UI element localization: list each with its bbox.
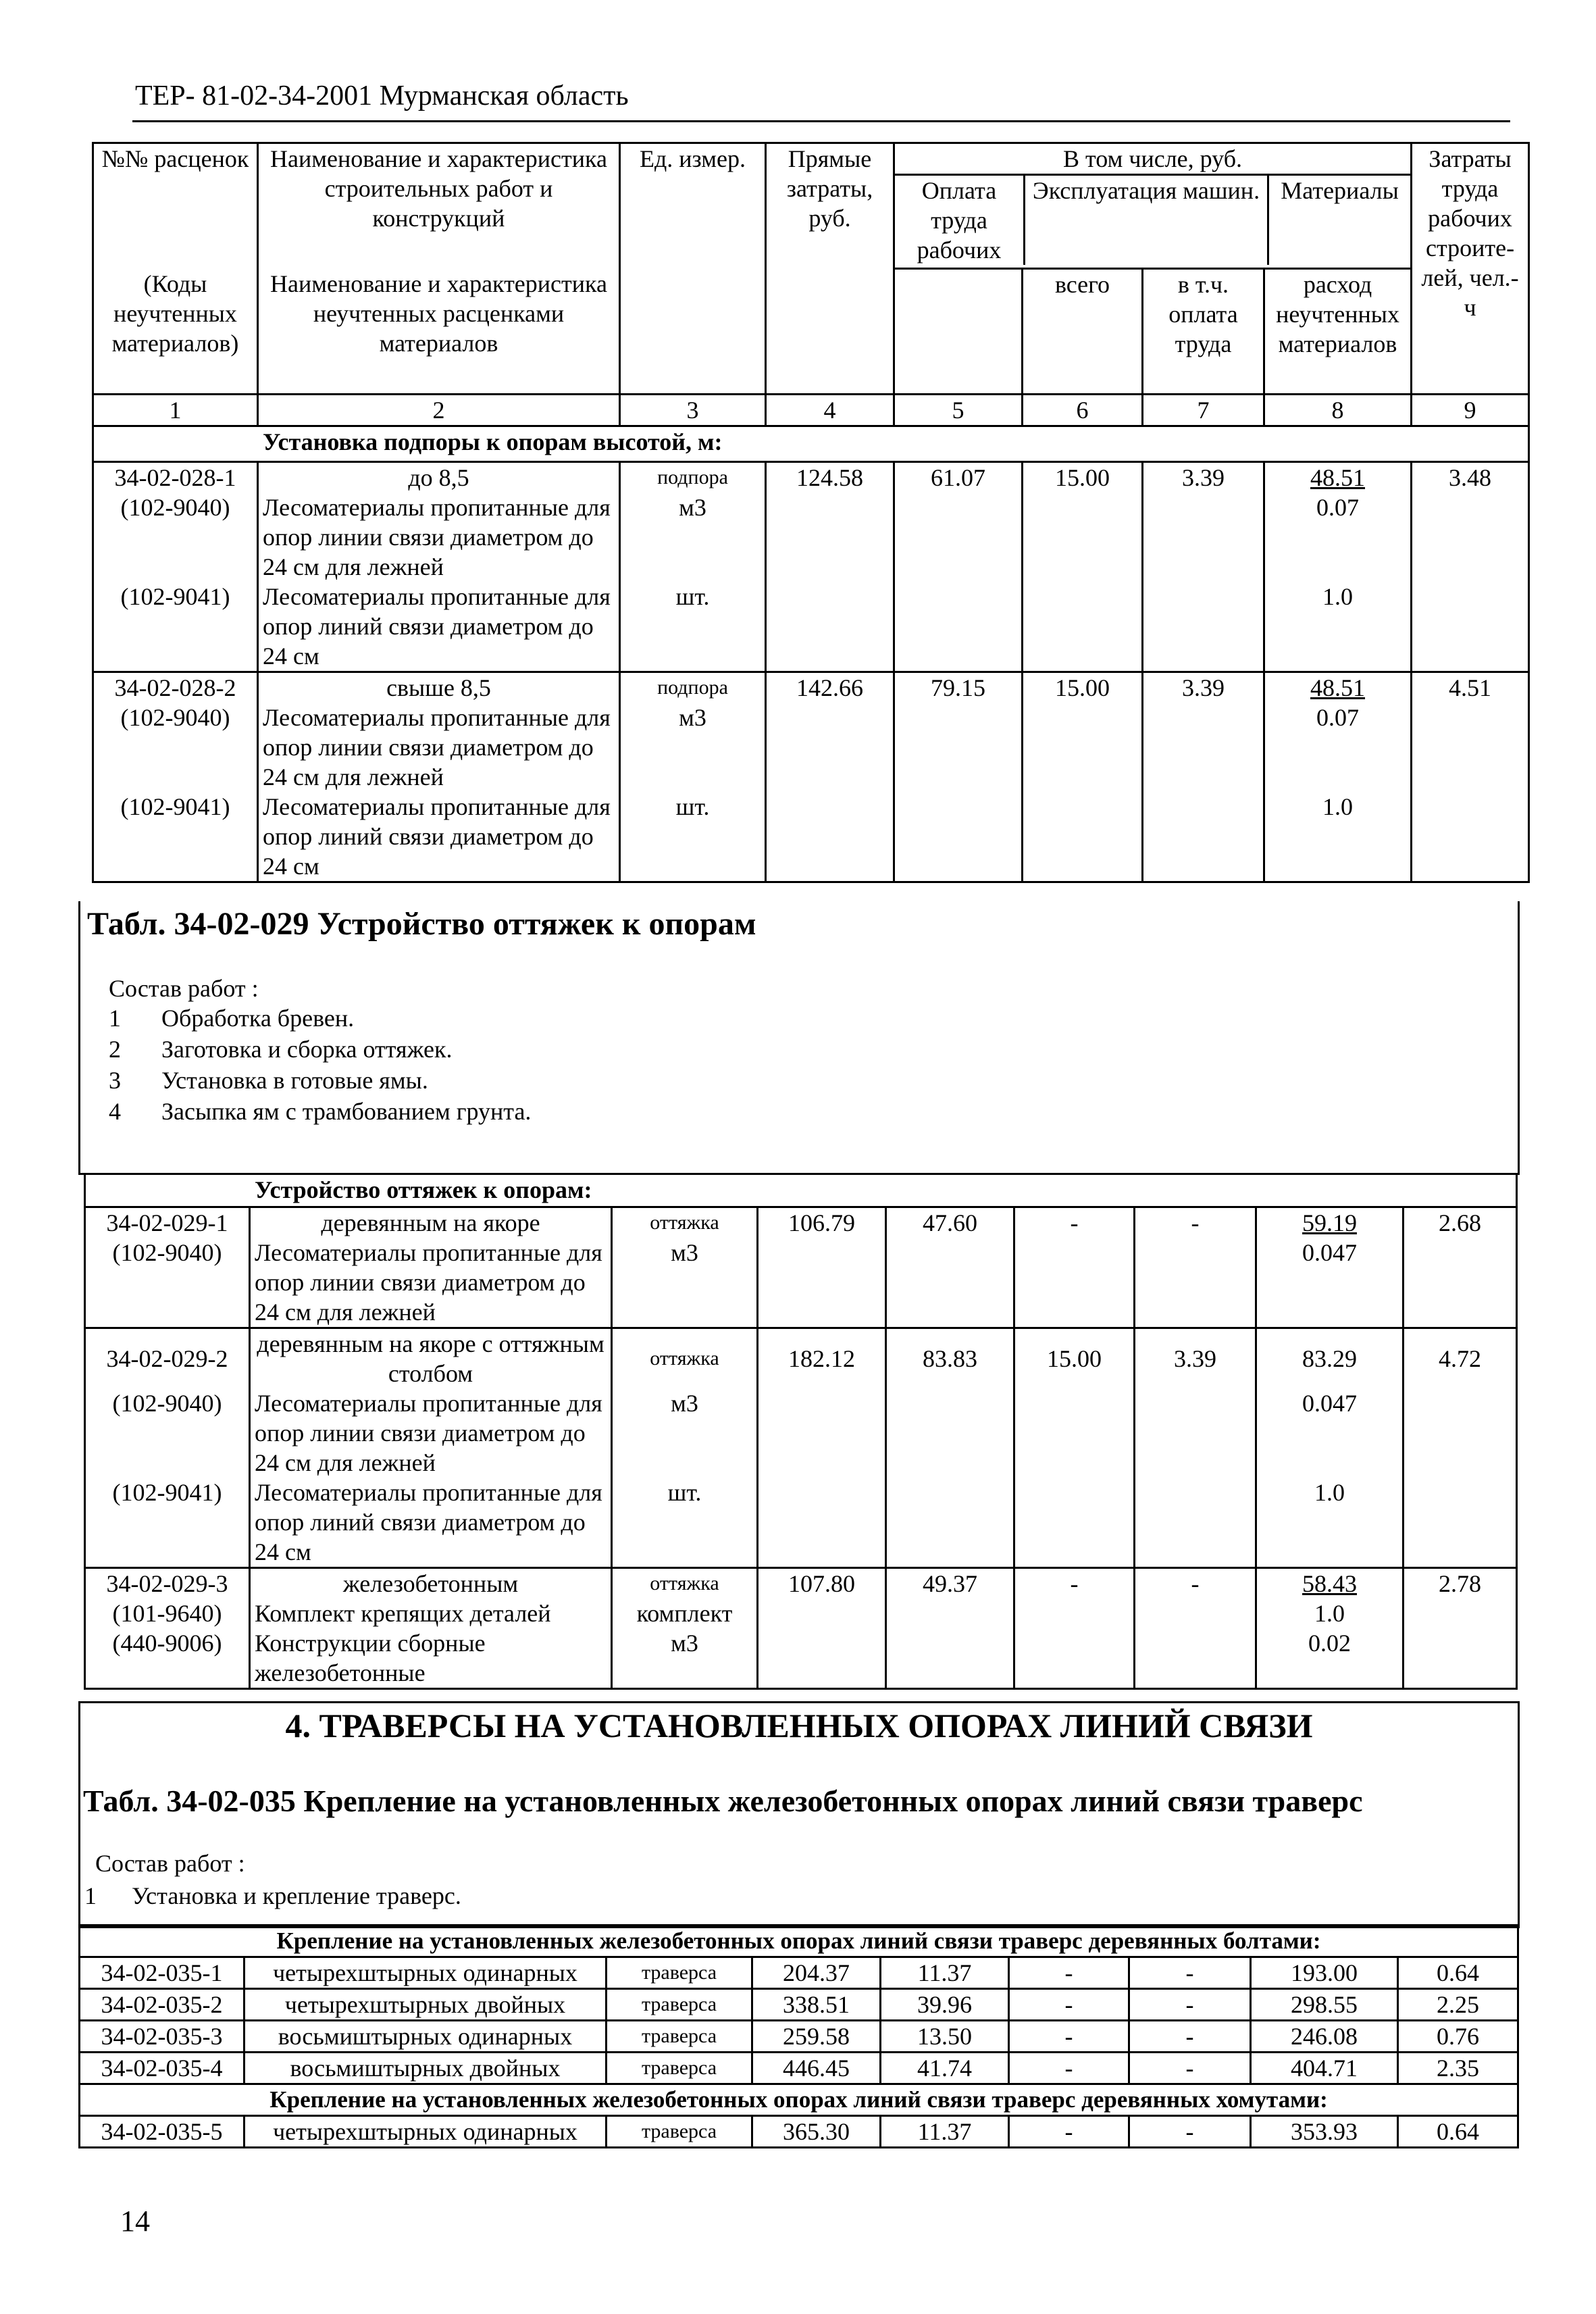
col-num: 1 bbox=[93, 395, 258, 426]
table-row bbox=[85, 1599, 1517, 1628]
row-direct: 124.58 bbox=[766, 462, 894, 493]
row-mach-labor: - bbox=[1129, 2021, 1251, 2053]
col-mach-labor: в т.ч. оплата труда bbox=[1143, 269, 1264, 395]
table-row bbox=[85, 1207, 1517, 1238]
row-labor: 13.50 bbox=[881, 2021, 1009, 2053]
row-unit: траверса bbox=[607, 2116, 752, 2148]
row-mat: 1.0 bbox=[1256, 1599, 1404, 1628]
row-code: 34-02-035-4 bbox=[80, 2053, 244, 2084]
row-mat: 193.00 bbox=[1251, 1957, 1398, 1989]
row-name: до 8,5 bbox=[258, 462, 620, 493]
row-mach-labor: - bbox=[1129, 2053, 1251, 2084]
row-mat: 58.43 bbox=[1256, 1568, 1404, 1599]
table-row bbox=[85, 1388, 1517, 1478]
table-row bbox=[93, 792, 1529, 882]
row-hours: 2.35 bbox=[1398, 2053, 1518, 2084]
tabl-029-block bbox=[78, 901, 1520, 1175]
row-mach-labor: - bbox=[1129, 1957, 1251, 1989]
row-mat: 1.0 bbox=[1264, 792, 1412, 882]
row-mach: - bbox=[1009, 1989, 1129, 2021]
row-mach-labor: 3.39 bbox=[1135, 1328, 1256, 1389]
row-code: 34-02-035-2 bbox=[80, 1989, 244, 2021]
row-mat: 0.047 bbox=[1256, 1238, 1404, 1328]
row-name: Лесоматериалы пропитанные для опор линии связи диаметром до 24 см для лежней bbox=[258, 703, 620, 792]
row-mat: 404.71 bbox=[1251, 2053, 1398, 2084]
col-labor-sub bbox=[894, 269, 1023, 395]
row-mat: 48.51 bbox=[1264, 672, 1412, 703]
row-unit: подпора bbox=[620, 672, 766, 703]
row-labor: 49.37 bbox=[886, 1568, 1014, 1599]
row-labor: 61.07 bbox=[894, 462, 1023, 493]
row-labor: 11.37 bbox=[881, 1957, 1009, 1989]
col-code-header-b: (Коды неучтенных материалов) bbox=[93, 269, 258, 395]
tabl-035-title: Табл. 34-02-035 Крепление на установленных железобетонных опорах линий связи траверс bbox=[83, 1784, 1363, 1818]
row-unit: шт. bbox=[620, 792, 766, 882]
row-hours: 2.68 bbox=[1404, 1207, 1517, 1238]
col-num: 9 bbox=[1412, 395, 1529, 426]
row-direct: 365.30 bbox=[752, 2116, 881, 2148]
row-code: 34-02-028-1 bbox=[93, 462, 258, 493]
works-title: Состав работ : bbox=[95, 1850, 245, 1877]
table-row bbox=[85, 1568, 1517, 1599]
table-row bbox=[80, 2053, 1518, 2084]
row-hours: 4.51 bbox=[1412, 672, 1529, 703]
row-mach-labor: - bbox=[1135, 1207, 1256, 1238]
row-code: (101-9640) bbox=[85, 1599, 250, 1628]
row-name: четырехштырных одинарных bbox=[244, 1957, 607, 1989]
section4-block bbox=[78, 1701, 1520, 1928]
row-direct: 107.80 bbox=[758, 1568, 886, 1599]
row-mat: 0.07 bbox=[1264, 493, 1412, 582]
row-code: 34-02-029-1 bbox=[85, 1207, 250, 1238]
row-name: восьмиштырных двойных bbox=[244, 2053, 607, 2084]
work-item: 1 Обработка бревен. bbox=[109, 1005, 355, 1032]
row-unit: оттяжка bbox=[612, 1207, 758, 1238]
col-name-header: Наименование и характеристика строительных работ и конструкций bbox=[258, 143, 620, 269]
row-name: Лесоматериалы пропитанные для опор линии связи диаметром до 24 см для лежней bbox=[250, 1388, 612, 1478]
tabl-035-group1: Крепление на установленных железобетонных опорах линий связи траверс деревянных болтами: bbox=[80, 1926, 1518, 1957]
row-mach-labor: - bbox=[1135, 1568, 1256, 1599]
col-code-header: №№ расценок bbox=[93, 143, 258, 269]
row-mach: - bbox=[1009, 2116, 1129, 2148]
row-unit: м3 bbox=[620, 703, 766, 792]
row-unit: оттяжка bbox=[612, 1568, 758, 1599]
row-code: 34-02-035-5 bbox=[80, 2116, 244, 2148]
row-direct: 106.79 bbox=[758, 1207, 886, 1238]
table-row bbox=[80, 1989, 1518, 2021]
row-unit: оттяжка bbox=[612, 1328, 758, 1389]
row-name: свыше 8,5 bbox=[258, 672, 620, 703]
page-number: 14 bbox=[120, 2205, 150, 2238]
row-mat: 48.51 bbox=[1264, 462, 1412, 493]
row-code: (102-9041) bbox=[93, 792, 258, 882]
row-mat: 0.02 bbox=[1256, 1628, 1404, 1689]
row-unit: траверса bbox=[607, 2021, 752, 2053]
row-name: Комплект крепящих деталей bbox=[250, 1599, 612, 1628]
row-code: 34-02-035-1 bbox=[80, 1957, 244, 1989]
row-hours: 2.25 bbox=[1398, 1989, 1518, 2021]
row-name: железобетонным bbox=[250, 1568, 612, 1599]
table-row bbox=[93, 462, 1529, 493]
col-incl-group bbox=[894, 143, 1412, 269]
tabl-029-group: Устройство оттяжек к опорам: bbox=[85, 1174, 1517, 1207]
row-direct: 182.12 bbox=[758, 1328, 886, 1389]
row-name: деревянным на якоре с оттяжным столбом bbox=[250, 1328, 612, 1389]
table-row bbox=[93, 493, 1529, 582]
row-unit: траверса bbox=[607, 1989, 752, 2021]
row-unit: траверса bbox=[607, 2053, 752, 2084]
row-labor: 79.15 bbox=[894, 672, 1023, 703]
row-hours: 4.72 bbox=[1404, 1328, 1517, 1389]
row-labor: 83.83 bbox=[886, 1328, 1014, 1389]
tabl-029-title: Табл. 34-02-029 Устройство оттяжек к опорам bbox=[87, 906, 756, 942]
row-mach-labor: 3.39 bbox=[1143, 462, 1264, 493]
row-name: четырехштырных одинарных bbox=[244, 2116, 607, 2148]
col-labor-header: Оплата труда рабочих bbox=[895, 176, 1025, 265]
table-row bbox=[85, 1328, 1517, 1389]
row-code: (102-9041) bbox=[85, 1478, 250, 1568]
row-hours: 2.78 bbox=[1404, 1568, 1517, 1599]
tabl-035-table bbox=[78, 1924, 1519, 2148]
row-unit: м3 bbox=[612, 1388, 758, 1478]
row-unit: подпора bbox=[620, 462, 766, 493]
row-mach: 15.00 bbox=[1014, 1328, 1135, 1389]
row-mat: 246.08 bbox=[1251, 2021, 1398, 2053]
row-mach-labor: - bbox=[1129, 1989, 1251, 2021]
col-mach-header: Эксплуатация машин. bbox=[1025, 176, 1269, 265]
col-incl-header: В том числе, руб. bbox=[895, 144, 1410, 176]
works-list bbox=[109, 1003, 531, 1127]
row-hours: 0.64 bbox=[1398, 1957, 1518, 1989]
row-code: (102-9041) bbox=[93, 582, 258, 672]
work-item: 2 Заготовка и сборка оттяжек. bbox=[109, 1036, 453, 1063]
row-unit: комплект bbox=[612, 1599, 758, 1628]
row-code: 34-02-028-2 bbox=[93, 672, 258, 703]
header-rule bbox=[132, 120, 1510, 122]
row-name: деревянным на якоре bbox=[250, 1207, 612, 1238]
row-direct: 204.37 bbox=[752, 1957, 881, 1989]
col-hours-header: Затраты труда рабочих строите-лей, чел.-ч bbox=[1412, 143, 1529, 395]
row-mat: 353.93 bbox=[1251, 2116, 1398, 2148]
column-numbers-row bbox=[93, 395, 1529, 426]
row-mat: 1.0 bbox=[1256, 1478, 1404, 1568]
row-mat: 83.29 bbox=[1256, 1328, 1404, 1389]
row-direct: 259.58 bbox=[752, 2021, 881, 2053]
row-unit: м3 bbox=[612, 1628, 758, 1689]
row-mach: - bbox=[1009, 1957, 1129, 1989]
row-direct: 142.66 bbox=[766, 672, 894, 703]
work-item: 4 Засыпка ям с трамбованием грунта. bbox=[109, 1098, 532, 1125]
row-mach: - bbox=[1009, 2021, 1129, 2053]
table-row bbox=[80, 1957, 1518, 1989]
col-name-header-b: Наименование и характеристика неучтенных расценками материалов bbox=[258, 269, 620, 395]
row-name: Лесоматериалы пропитанные для опор линий связи диаметром до 24 см bbox=[250, 1478, 612, 1568]
row-hours: 0.64 bbox=[1398, 2116, 1518, 2148]
row-unit: траверса bbox=[607, 1957, 752, 1989]
row-unit: шт. bbox=[620, 582, 766, 672]
tabl-035-group2: Крепление на установленных железобетонных опорах линий связи траверс деревянных хомутами: bbox=[80, 2084, 1518, 2116]
row-mach: 15.00 bbox=[1023, 462, 1143, 493]
row-mach: - bbox=[1009, 2053, 1129, 2084]
row-mach: - bbox=[1014, 1207, 1135, 1238]
row-code: (102-9040) bbox=[85, 1238, 250, 1328]
col-unit-header: Ед. измер. bbox=[620, 143, 766, 395]
row-code: 34-02-029-2 bbox=[85, 1328, 250, 1389]
table-row bbox=[85, 1238, 1517, 1328]
row-unit: м3 bbox=[612, 1238, 758, 1328]
col-mach-total: всего bbox=[1023, 269, 1143, 395]
page-header: ТЕР- 81-02-34-2001 Мурманская область bbox=[135, 80, 629, 111]
header-table bbox=[92, 142, 1530, 883]
col-num: 8 bbox=[1264, 395, 1412, 426]
row-mat: 0.047 bbox=[1256, 1388, 1404, 1478]
row-unit: м3 bbox=[620, 493, 766, 582]
row-mach: - bbox=[1014, 1568, 1135, 1599]
row-code: (102-9040) bbox=[93, 703, 258, 792]
row-direct: 338.51 bbox=[752, 1989, 881, 2021]
row-direct: 446.45 bbox=[752, 2053, 881, 2084]
section1-title: Установка подпоры к опорам высотой, м: bbox=[93, 426, 1529, 462]
row-unit: шт. bbox=[612, 1478, 758, 1568]
row-code: (440-9006) bbox=[85, 1628, 250, 1689]
row-name: Лесоматериалы пропитанные для опор линий связи диаметром до 24 см bbox=[258, 792, 620, 882]
row-labor: 11.37 bbox=[881, 2116, 1009, 2148]
table-row bbox=[80, 2116, 1518, 2148]
row-labor: 47.60 bbox=[886, 1207, 1014, 1238]
row-mach-labor: 3.39 bbox=[1143, 672, 1264, 703]
work-item: 3 Установка в готовые ямы. bbox=[109, 1067, 428, 1094]
row-name: четырехштырных двойных bbox=[244, 1989, 607, 2021]
row-name: Лесоматериалы пропитанные для опор линии связи диаметром до 24 см для лежней bbox=[250, 1238, 612, 1328]
col-num: 3 bbox=[620, 395, 766, 426]
col-direct-header: Прямые затраты, руб. bbox=[766, 143, 894, 395]
row-code: (102-9040) bbox=[85, 1388, 250, 1478]
row-name: восьмиштырных одинарных bbox=[244, 2021, 607, 2053]
col-num: 4 bbox=[766, 395, 894, 426]
row-mat: 1.0 bbox=[1264, 582, 1412, 672]
row-hours: 0.76 bbox=[1398, 2021, 1518, 2053]
row-hours: 3.48 bbox=[1412, 462, 1529, 493]
col-num: 6 bbox=[1023, 395, 1143, 426]
col-mat-header: Материалы bbox=[1281, 177, 1399, 204]
table-row bbox=[93, 672, 1529, 703]
col-mat-sub: расход неучтенных материалов bbox=[1264, 269, 1412, 395]
work-item: 1 Установка и крепление траверс. bbox=[84, 1882, 461, 1909]
row-mat: 298.55 bbox=[1251, 1989, 1398, 2021]
row-mach: 15.00 bbox=[1023, 672, 1143, 703]
tabl-029-table bbox=[84, 1173, 1518, 1690]
table-row bbox=[80, 2021, 1518, 2053]
col-num: 7 bbox=[1143, 395, 1264, 426]
table-row bbox=[85, 1628, 1517, 1689]
table-row bbox=[93, 582, 1529, 672]
table-row bbox=[85, 1478, 1517, 1568]
col-num: 2 bbox=[258, 395, 620, 426]
col-num: 5 bbox=[894, 395, 1023, 426]
row-mach-labor: - bbox=[1129, 2116, 1251, 2148]
row-mat: 59.19 bbox=[1256, 1207, 1404, 1238]
section4-title: 4. ТРАВЕРСЫ НА УСТАНОВЛЕННЫХ ОПОРАХ ЛИНИЙ СВЯЗИ bbox=[285, 1707, 1313, 1744]
row-labor: 41.74 bbox=[881, 2053, 1009, 2084]
row-mat: 0.07 bbox=[1264, 703, 1412, 792]
table-row bbox=[93, 703, 1529, 792]
row-name: Лесоматериалы пропитанные для опор линий связи диаметром до 24 см bbox=[258, 582, 620, 672]
works-title: Состав работ : bbox=[109, 975, 259, 1002]
row-code: 34-02-035-3 bbox=[80, 2021, 244, 2053]
row-name: Конструкции сборные железобетонные bbox=[250, 1628, 612, 1689]
row-code: (102-9040) bbox=[93, 493, 258, 582]
row-name: Лесоматериалы пропитанные для опор линии связи диаметром до 24 см для лежней bbox=[258, 493, 620, 582]
row-labor: 39.96 bbox=[881, 1989, 1009, 2021]
row-code: 34-02-029-3 bbox=[85, 1568, 250, 1599]
